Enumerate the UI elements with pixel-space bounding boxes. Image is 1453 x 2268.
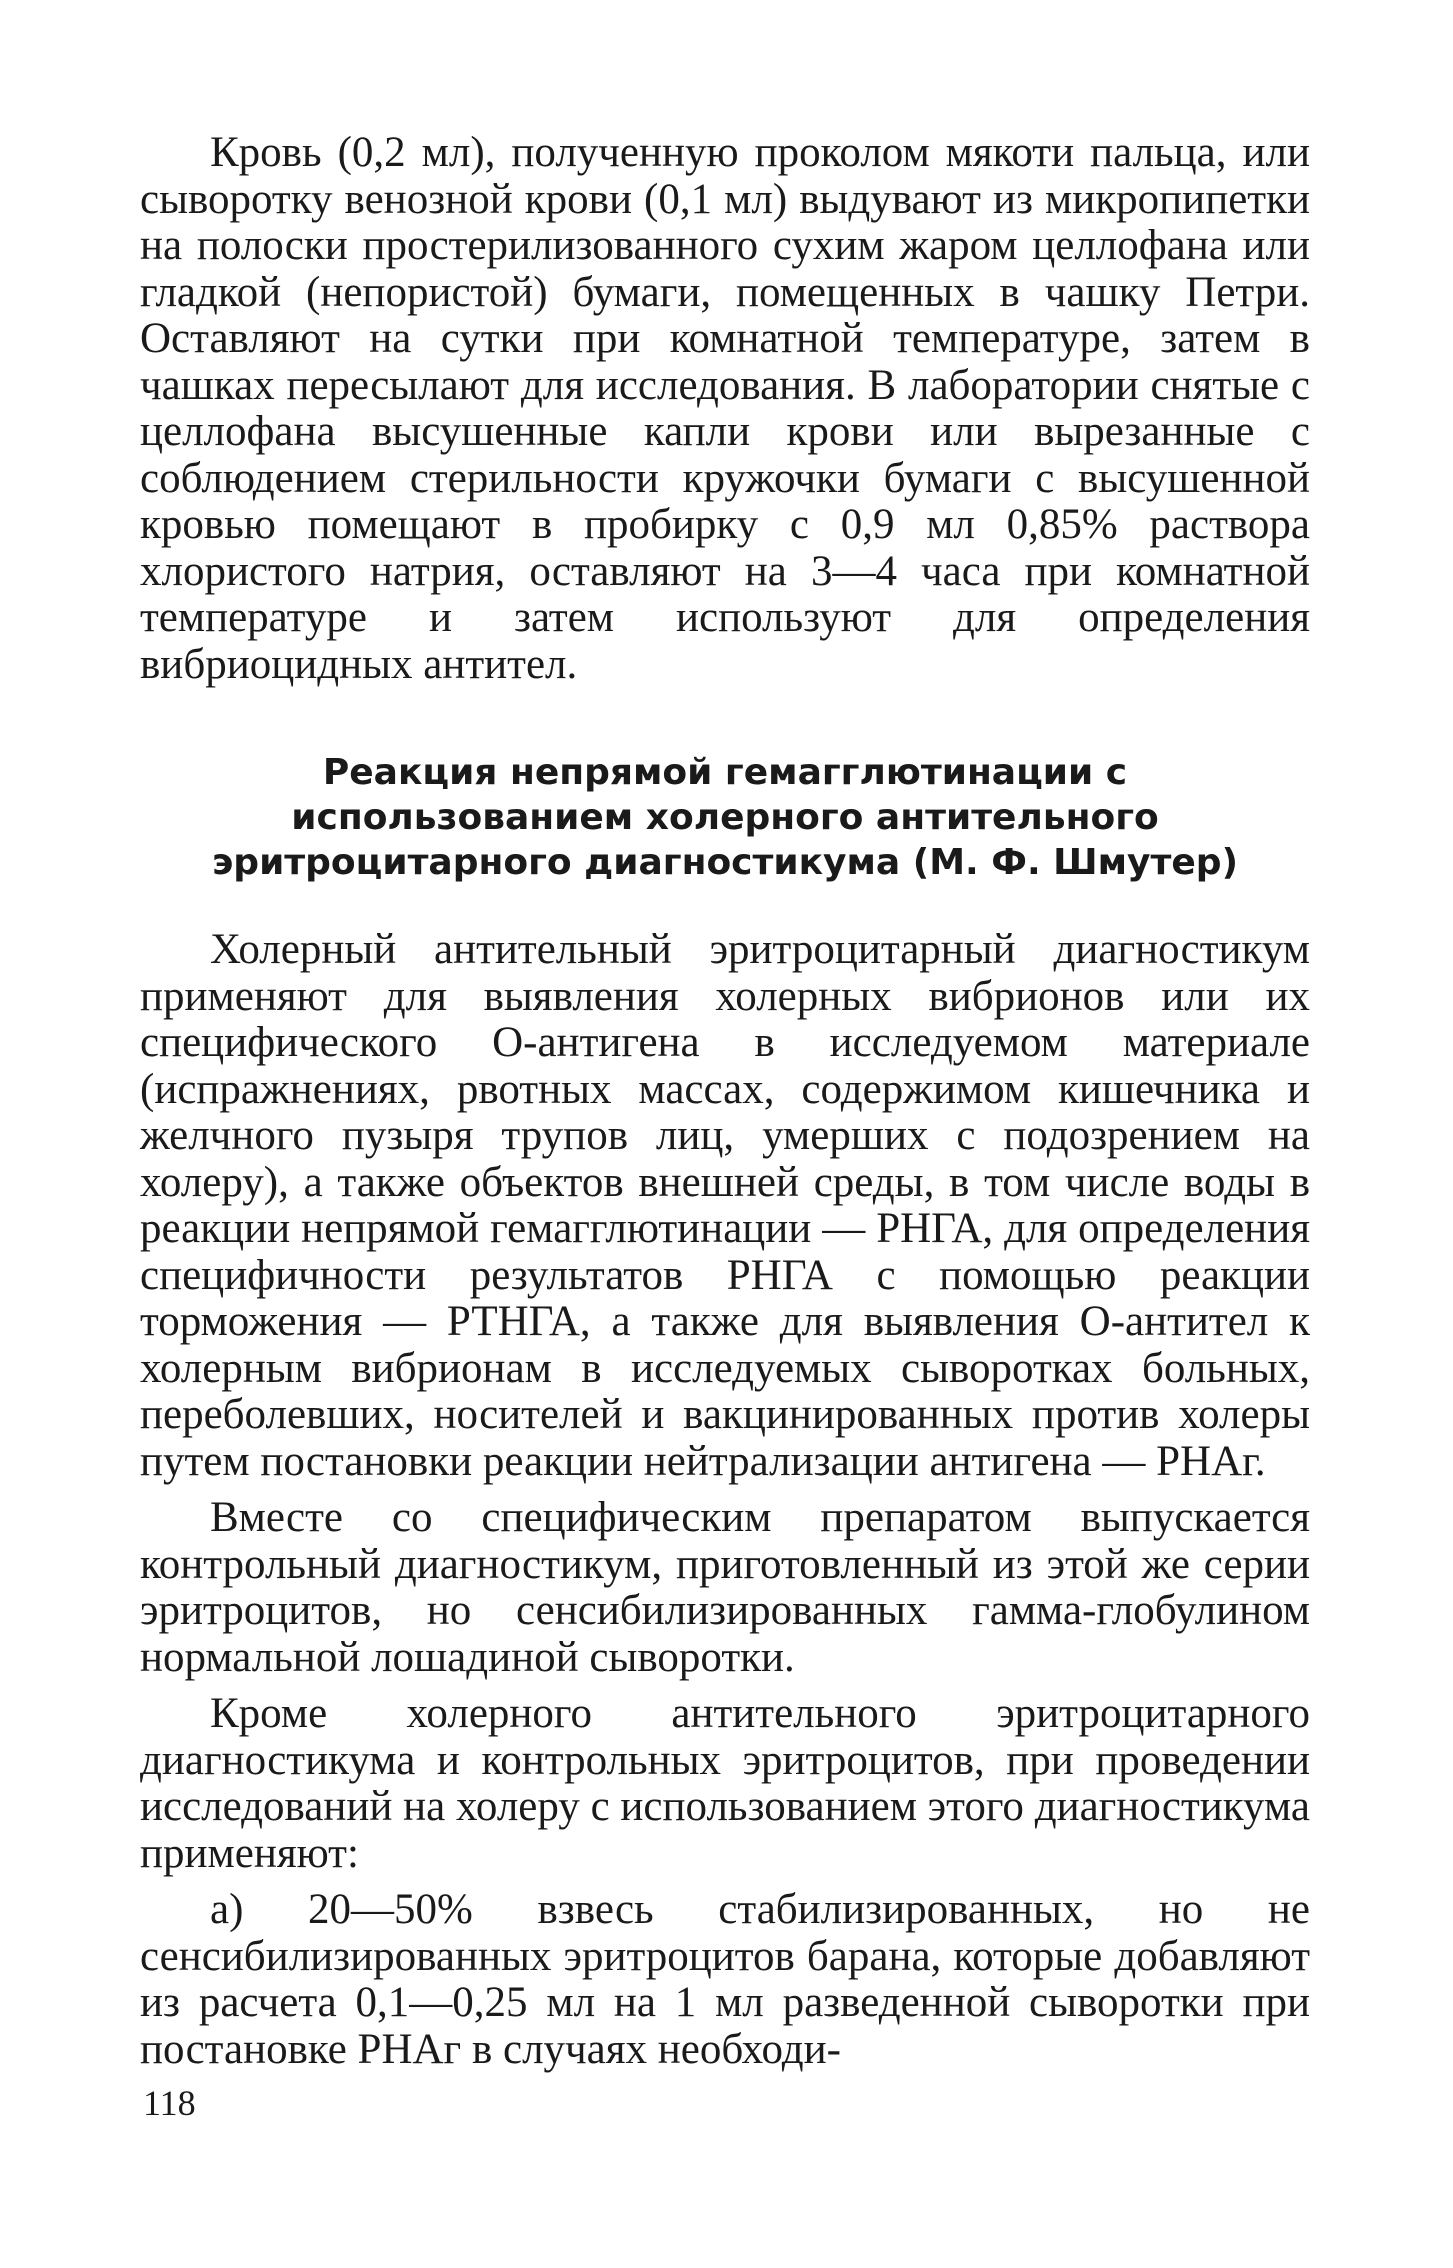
paragraph-diagnosticum-usage: Холерный антительный эритроцитарный диагностикум применяют для выявления холерных вибрионов или их специфического О-антигена в исследуемом материале (испражнениях, рвотных массах, содержимом кишечника и желчного пузыря трупов лиц, умерших с подозрением на холеру), а также объектов внешней среды, в том числе воды в реакции непрямой гемагглютинации — РНГА, для определения специфичности результатов РНГА с помощью реакции торможения — РТНГА, а также для выявления О-антител к холерным вибрионам в исследуемых сыворотках больных, переболевших, носителей и вакцинированных против холеры путем постановки реакции нейтрализации антигена — РНАг. bbox=[140, 926, 1310, 1485]
paragraph-materials-intro: Кроме холерного антительного эритроцитарного диагностикума и контрольных эритроцитов, при проведении исследований на холеру с использованием этого диагностикума применяют: bbox=[140, 1690, 1310, 1877]
paragraph-list-item-a: а) 20—50% взвесь стабилизированных, но не сенсибилизированных эритроцитов барана, которые добавляют из расчета 0,1—0,25 мл на 1 мл разведенной сыворотки при постановке РНАг в случаях необходи- bbox=[140, 1886, 1310, 2073]
page-number: 118 bbox=[143, 2083, 196, 2123]
section-heading: Реакция непрямой гемагглютинации с использованием холерного антительного эритроцитарного диагностикума (М. Ф. Шмутер) bbox=[211, 752, 1239, 883]
page-text-block bbox=[140, 130, 1310, 2073]
paragraph-control-diagnosticum: Вместе со специфическим препаратом выпускается контрольный диагностикум, приготовленный из этой же серии эритроцитов, но сенсибилизированных гамма-глобулином нормальной лошадиной сыворотки. bbox=[140, 1494, 1310, 1681]
paragraph-blood-sampling: Кровь (0,2 мл), полученную проколом мякоти пальца, или сыворотку венозной крови (0,1 мл) выдувают из микропипетки на полоски простерилизованного сухим жаром целлофана или гладкой (непористой) бумаги, помещенных в чашку Петри. Оставляют на сутки при комнатной температуре, затем в чашках пересылают для исследования. В лаборатории снятые с целлофана высушенные капли крови или вырезанные с соблюдением стерильности кружочки бумаги с высушенной кровью помещают в пробирку с 0,9 мл 0,85% раствора хлористого натрия, оставляют на 3—4 часа при комнатной температуре и затем используют для определения вибриоцидных антител. bbox=[140, 129, 1310, 688]
